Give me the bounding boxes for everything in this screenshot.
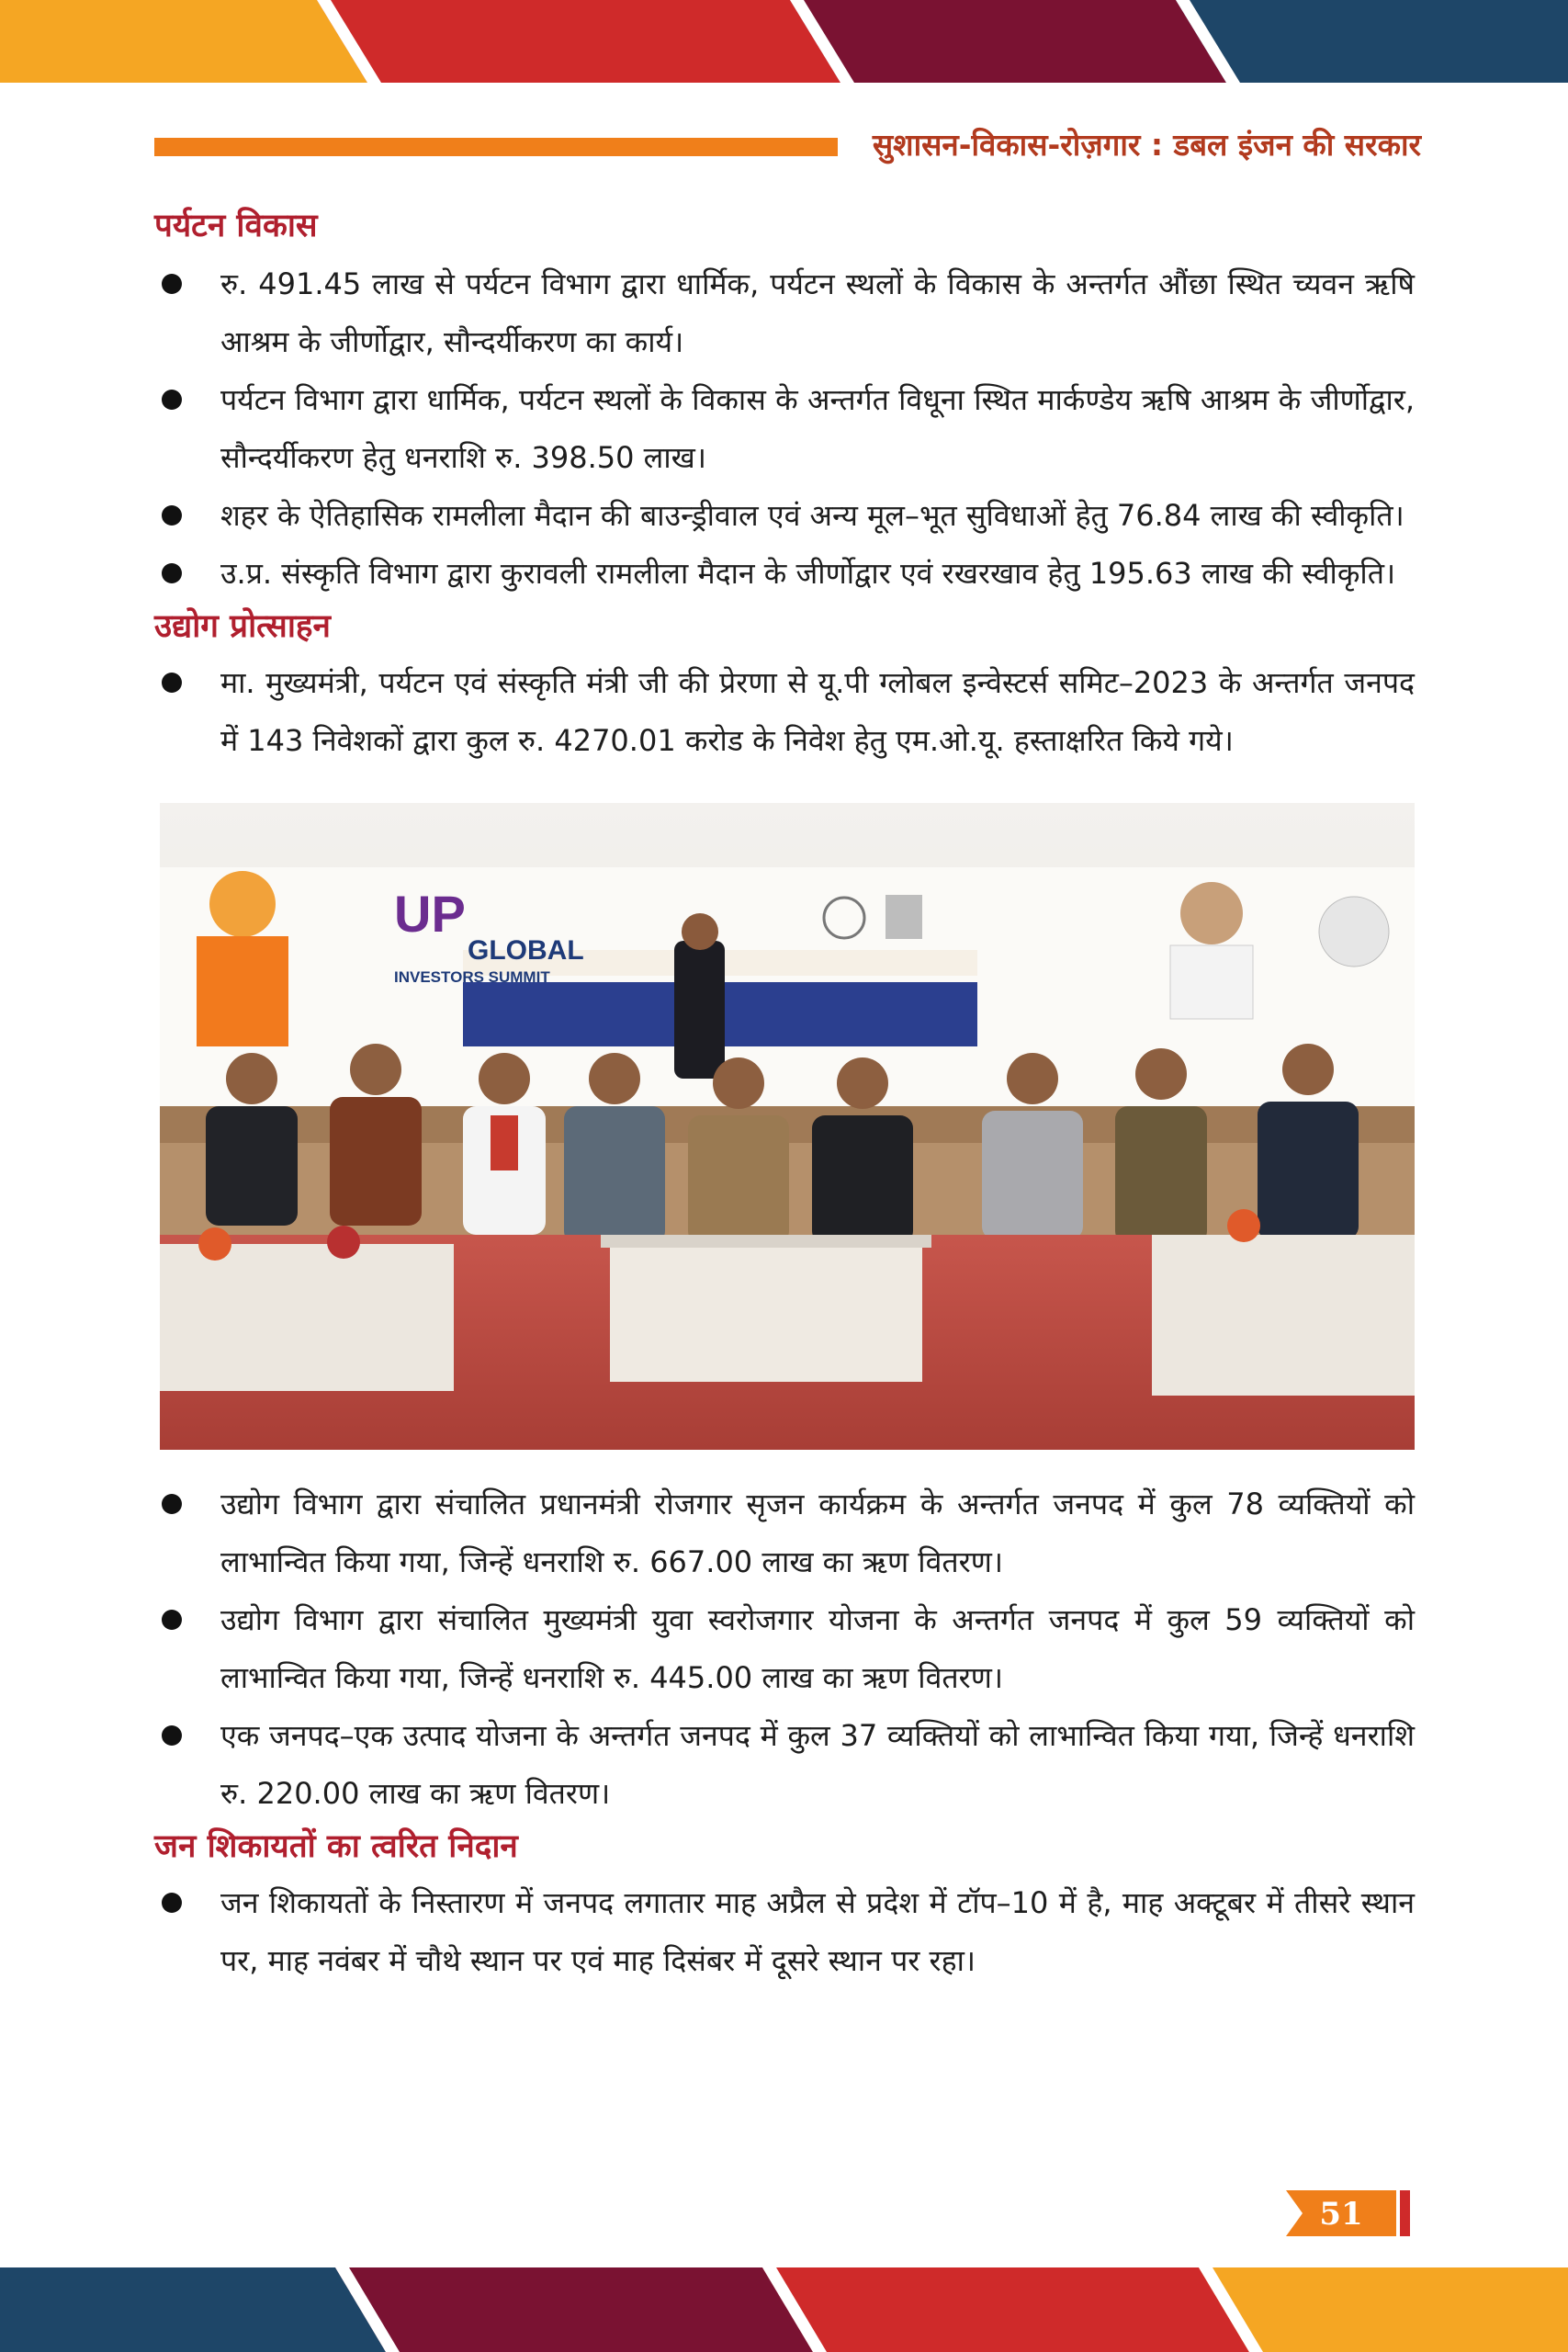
list-item: उ.प्र. संस्कृति विभाग द्वारा कुरावली रामलीला मैदान के जीर्णोद्वार एवं रखरखाव हेतु 195.63 लाख की स्वीकृति। <box>154 545 1415 603</box>
band-red <box>762 2267 1249 2352</box>
banner-up-text: UP <box>394 885 466 943</box>
header-rule <box>154 138 838 156</box>
bullet-icon <box>162 1494 182 1514</box>
list-item: रु. 491.45 लाख से पर्यटन विभाग द्वारा धार्मिक, पर्यटन स्थलों के विकास के अन्तर्गत औंछा स्थित च्यवन ऋषि आश्रम के जीर्णोद्वार, सौन्दर्यीकरण का कार्य। <box>154 255 1415 371</box>
grievance-list <box>154 1874 1415 1990</box>
list-item: मा. मुख्यमंत्री, पर्यटन एवं संस्कृति मंत्री जी की प्रेरणा से यू.पी ग्लोबल इन्वेस्टर्स समिट–2023 के अन्तर्गत जनपद में 143 निवेशकों द्वारा कुल रु. 4270.01 करोड के निवेश हेतु एम.ओ.यू. हस्ताक्षरित किये गये। <box>154 654 1415 770</box>
bullet-icon <box>162 505 182 526</box>
band-maroon <box>790 0 1226 83</box>
tourism-list <box>154 255 1415 603</box>
header-title: सुशासन-विकास-रोज़गार : डबल इंजन की सरकार <box>872 127 1421 163</box>
bullet-icon <box>162 1610 182 1630</box>
list-item: उद्योग विभाग द्वारा संचालित मुख्यमंत्री युवा स्वरोजगार योजना के अन्तर्गत जनपद में कुल 59 व्यक्तियों को लाभान्वित किया गया, जिन्हें धनराशि रु. 445.00 लाख का ऋण वितरण। <box>154 1591 1415 1707</box>
bullet-icon <box>162 673 182 693</box>
band-navy <box>0 2267 386 2352</box>
bullet-icon <box>162 274 182 294</box>
band-navy <box>1176 0 1568 83</box>
bullet-icon <box>162 1893 182 1913</box>
industry-list-continued <box>154 1476 1415 1823</box>
banner-summit-text: INVESTORS SUMMIT <box>394 968 550 986</box>
event-photo <box>160 803 1415 1450</box>
industry-list <box>154 654 1415 770</box>
band-orange <box>0 0 367 83</box>
top-decorative-band <box>0 0 1568 83</box>
bullet-icon <box>162 1725 182 1746</box>
list-item: शहर के ऐतिहासिक रामलीला मैदान की बाउन्ड्रीवाल एवं अन्य मूल–भूत सुविधाओं हेतु 76.84 लाख की स्वीकृति। <box>154 487 1415 545</box>
list-item: जन शिकायतों के निस्तारण में जनपद लगातार माह अप्रैल से प्रदेश में टॉप–10 में है, माह अक्टूबर में तीसरे स्थान पर, माह नवंबर में चौथे स्थान पर एवं माह दिसंबर में दूसरे स्थान पर रहा। <box>154 1874 1415 1990</box>
list-item: एक जनपद–एक उत्पाद योजना के अन्तर्गत जनपद में कुल 37 व्यक्तियों को लाभान्वित किया गया, जिन्हें धनराशि रु. 220.00 लाख का ऋण वितरण। <box>154 1707 1415 1823</box>
section-title-industry: उद्योग प्रोत्साहन <box>154 607 331 645</box>
band-red <box>317 0 840 83</box>
list-item: पर्यटन विभाग द्वारा धार्मिक, पर्यटन स्थलों के विकास के अन्तर्गत विधूना स्थित मार्कण्डेय ऋषि आश्रम के जीर्णोद्वार, सौन्दर्यीकरण हेतु धनराशि रु. 398.50 लाख। <box>154 371 1415 487</box>
page-content <box>154 202 1415 1990</box>
section-title-grievances: जन शिकायतों का त्वरित निदान <box>154 1827 518 1865</box>
page-number: 51 <box>1319 2196 1363 2233</box>
bullet-icon <box>162 563 182 583</box>
band-maroon <box>335 2267 813 2352</box>
banner-global-text: GLOBAL <box>468 935 584 966</box>
bottom-decorative-band <box>0 2267 1568 2352</box>
section-title-tourism: पर्यटन विकास <box>154 207 318 244</box>
bullet-icon <box>162 390 182 410</box>
list-item: उद्योग विभाग द्वारा संचालित प्रधानमंत्री रोजगार सृजन कार्यक्रम के अन्तर्गत जनपद में कुल 78 व्यक्तियों को लाभान्वित किया गया, जिन्हें धनराशि रु. 667.00 लाख का ऋण वितरण। <box>154 1476 1415 1591</box>
